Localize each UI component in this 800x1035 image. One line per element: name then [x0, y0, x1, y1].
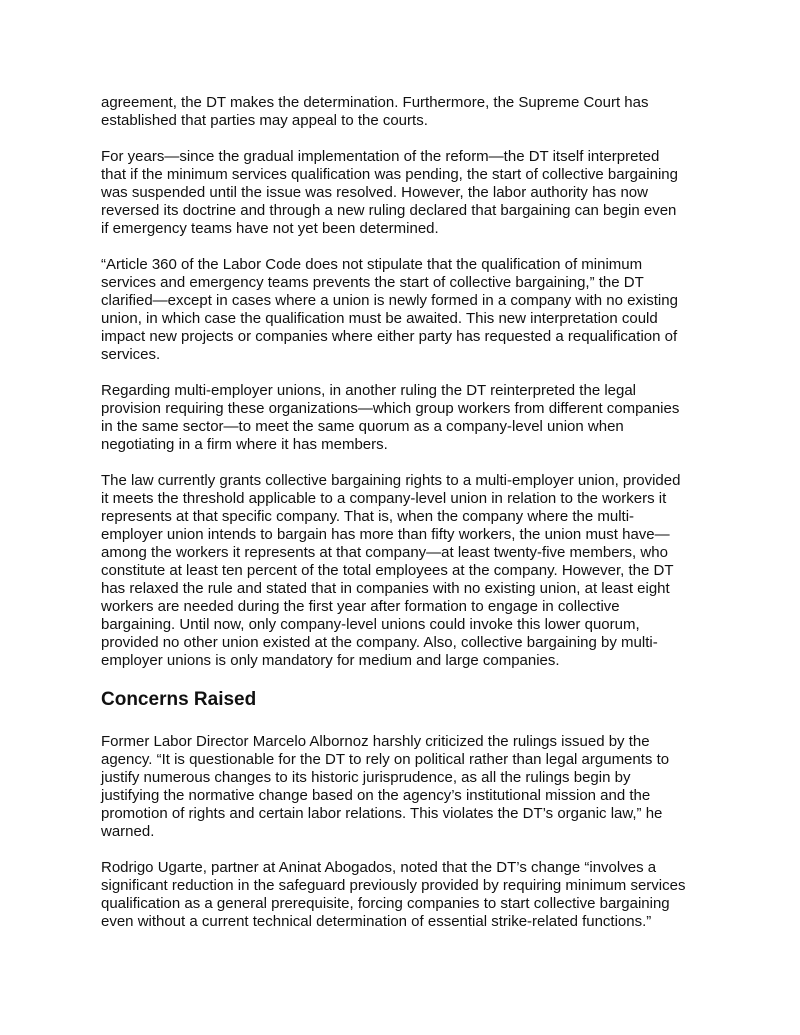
text-line: if emergency teams have not yet been determined.: [101, 220, 439, 237]
text-line: provided no other union existed at the company. Also, collective bargaining by multi-: [101, 634, 658, 651]
text-line: justifying the normative change based on the agency’s institutional mission and the: [101, 787, 651, 804]
paragraph: [101, 148, 741, 238]
text-line: agency. “It is questionable for the DT to rely on political rather than legal arguments to: [101, 751, 670, 768]
body-before-heading: [101, 94, 741, 670]
text-line: Former Labor Director Marcelo Albornoz harshly criticized the rulings issued by the: [101, 733, 650, 750]
text-line: was suspended until the issue was resolved. However, the labor authority has now: [101, 184, 648, 201]
text-line: justify numerous changes to its historic jurisprudence, as all the rulings begin by: [101, 769, 631, 786]
text-line: significant reduction in the safeguard previously provided by requiring minimum services: [101, 877, 686, 894]
text-line: employer union intends to bargain has more than fifty workers, the union must have—: [101, 526, 670, 543]
text-line: union, in which case the qualification must be awaited. This new interpretation could: [101, 310, 658, 327]
text-line: promotion of rights and certain labor relations. This violates the DT’s organic law,” he: [101, 805, 663, 822]
text-line: warned.: [101, 823, 155, 840]
text-line: bargaining. Until now, only company-level unions could invoke this lower quorum,: [101, 616, 640, 633]
text-line: impact new projects or companies where either party has requested a requalification of: [101, 328, 678, 345]
text-line: has relaxed the rule and stated that in companies with no existing union, at least eight: [101, 580, 670, 597]
text-line: reversed its doctrine and through a new ruling declared that bargaining can begin even: [101, 202, 677, 219]
text-line: workers are needed during the first year after formation to engage in collective: [101, 598, 620, 615]
text-line: in the same sector—to meet the same quorum as a company-level union when: [101, 418, 624, 435]
text-line: it meets the threshold applicable to a company-level union in relation to the workers it: [101, 490, 667, 507]
text-line: employer unions is only mandatory for medium and large companies.: [101, 652, 560, 669]
text-line: services.: [101, 346, 161, 363]
text-line: clarified—except in cases where a union is newly formed in a company with no existing: [101, 292, 678, 309]
paragraph: [101, 382, 741, 454]
text-line: represents at that specific company. That is, when the company where the multi-: [101, 508, 635, 525]
text-line: even without a current technical determination of essential strike-related functions.”: [101, 913, 652, 930]
text-line: For years—since the gradual implementation of the reform—the DT itself interpreted: [101, 148, 660, 165]
text-line: Regarding multi-employer unions, in another ruling the DT reinterpreted the legal: [101, 382, 637, 399]
paragraph: [101, 94, 741, 130]
section-heading: Concerns Raised: [101, 689, 257, 710]
paragraph: [101, 256, 741, 364]
document-page: [101, 94, 741, 949]
text-line: agreement, the DT makes the determination. Furthermore, the Supreme Court has: [101, 94, 649, 111]
text-line: provision requiring these organizations—which group workers from different companies: [101, 400, 680, 417]
text-line: services and emergency teams prevents the start of collective bargaining,” the DT: [101, 274, 644, 291]
body-after-heading: [101, 733, 741, 931]
text-line: established that parties may appeal to the courts.: [101, 112, 428, 129]
text-line: negotiating in a firm where it has members.: [101, 436, 388, 453]
paragraph: [101, 472, 741, 670]
text-line: constitute at least ten percent of the total employees at the company. However, the DT: [101, 562, 674, 579]
paragraph: [101, 859, 741, 931]
paragraph: [101, 733, 741, 841]
text-line: qualification as a general prerequisite, forcing companies to start collective bargaining: [101, 895, 670, 912]
text-line: among the workers it represents at that company—at least twenty-five members, who: [101, 544, 668, 561]
text-line: Rodrigo Ugarte, partner at Aninat Abogados, noted that the DT’s change “involves a: [101, 859, 657, 876]
text-line: “Article 360 of the Labor Code does not stipulate that the qualification of minimum: [101, 256, 643, 273]
text-line: that if the minimum services qualification was pending, the start of collective bargaining: [101, 166, 678, 183]
text-line: The law currently grants collective bargaining rights to a multi-employer union, provided: [101, 472, 681, 489]
